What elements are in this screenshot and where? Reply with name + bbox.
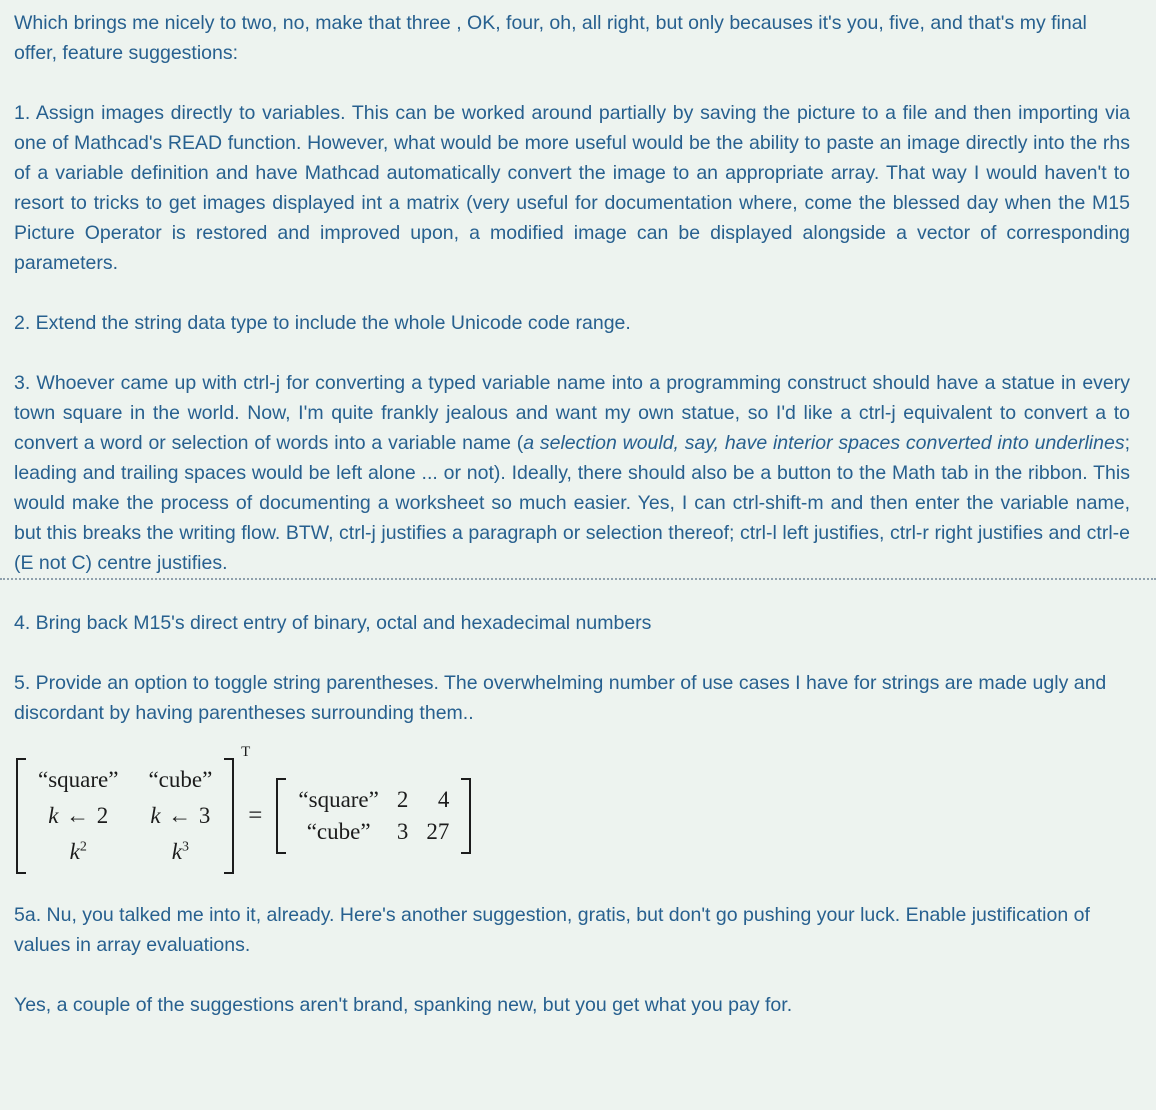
suggestion-4-paragraph: 4. Bring back M15's direct entry of binary, octal and hexadecimal numbers — [14, 612, 652, 634]
matrix-cell-number: 4 — [437, 787, 450, 812]
intro-paragraph: Which brings me nicely to two, no, make that three , OK, four, oh, all right, but only becauses it's you, five, and that's my final offer, feature suggestions: — [14, 12, 1087, 64]
math-region — [16, 744, 1130, 874]
matrix-cell-string: “cube” — [306, 819, 371, 844]
suggestion-3-text-post: ; leading and trailing spaces would be left alone ... or not). Ideally, there should also be a button to the Math tab in the ribbon. This would make the process of documenting a worksheet so much easier. Yes, I can ctrl-shift-m and then enter the variable name, but this breaks the writing flow. BTW, ctrl-j justifies a paragraph or selection thereof; ctrl-l left justifies, ctrl-r right justifies and ctrl-e (E not C) centre justifies. — [14, 432, 1131, 574]
left-arrow-operator: ← — [66, 803, 90, 828]
matrix-cell-number: 27 — [426, 819, 450, 844]
suggestion-5a-paragraph: 5a. Nu, you talked me into it, already. Here's another suggestion, gratis, but don't go pushing your luck. Enable justification of values in array evaluations. — [14, 904, 1090, 956]
matrix-cell-string: “cube” — [148, 767, 213, 792]
closing-paragraph: Yes, a couple of the suggestions aren't brand, spanking new, but you get what you pay for. — [14, 994, 793, 1016]
right-bracket — [224, 758, 234, 874]
matrix-cell-power: $k^2$ — [69, 839, 87, 864]
suggestion-3-text-italic: a selection would, say, have interior spaces converted into underlines — [523, 432, 1125, 454]
matrix-cell-power: $k^3$ — [171, 839, 189, 864]
matrix-lhs — [16, 744, 251, 874]
equals-sign: = — [248, 802, 263, 829]
suggestion-3-text-pre: 3. Whoever came up with ctrl-j for converting a typed variable name into a programming construct should have a statue in every town square in the world. Now, I'm quite frankly jealous and want my own statue, so I'd like a ctrl-j equivalent to convert a to convert a word or selection of words into a variable name ( — [14, 372, 1130, 454]
left-bracket — [276, 778, 286, 854]
matrix-cell-string: “square” — [38, 767, 119, 792]
matrix-cell-number: 2 — [396, 787, 409, 812]
right-bracket — [461, 778, 471, 854]
suggestion-2-paragraph: 2. Extend the string data type to include the whole Unicode code range. — [14, 312, 631, 334]
matrix-rhs — [276, 778, 471, 854]
matrix-cell-number: 3 — [396, 819, 409, 844]
matrix-cell-string: “square” — [298, 787, 379, 812]
matrix-cell-assign: k ← 2 — [48, 803, 109, 828]
matrix-cell-assign: k ← 3 — [150, 803, 211, 828]
transpose-superscript: T — [241, 744, 251, 760]
suggestion-5-paragraph: 5. Provide an option to toggle string parentheses. The overwhelming number of use cases I have for strings are made ugly and discordant by having parentheses surrounding them.. — [14, 672, 1107, 724]
suggestion-1-paragraph: 1. Assign images directly to variables. This can be worked around partially by saving the picture to a file and then importing via one of Mathcad's READ function. However, what would be more useful would be the ability to paste an image directly into the rhs of a variable definition and have Mathcad automatically convert the image to an appropriate array. That way I would haven't to resort to tricks to get images displayed int a matrix (very useful for documentation where, come the blessed day when the M15 Picture Operator is restored and improved upon, a modified image can be displayed alongside a vector of corresponding parameters. — [14, 102, 1130, 274]
suggestion-3-paragraph — [14, 368, 1130, 578]
left-arrow-operator: ← — [168, 803, 192, 828]
left-bracket — [16, 758, 26, 874]
